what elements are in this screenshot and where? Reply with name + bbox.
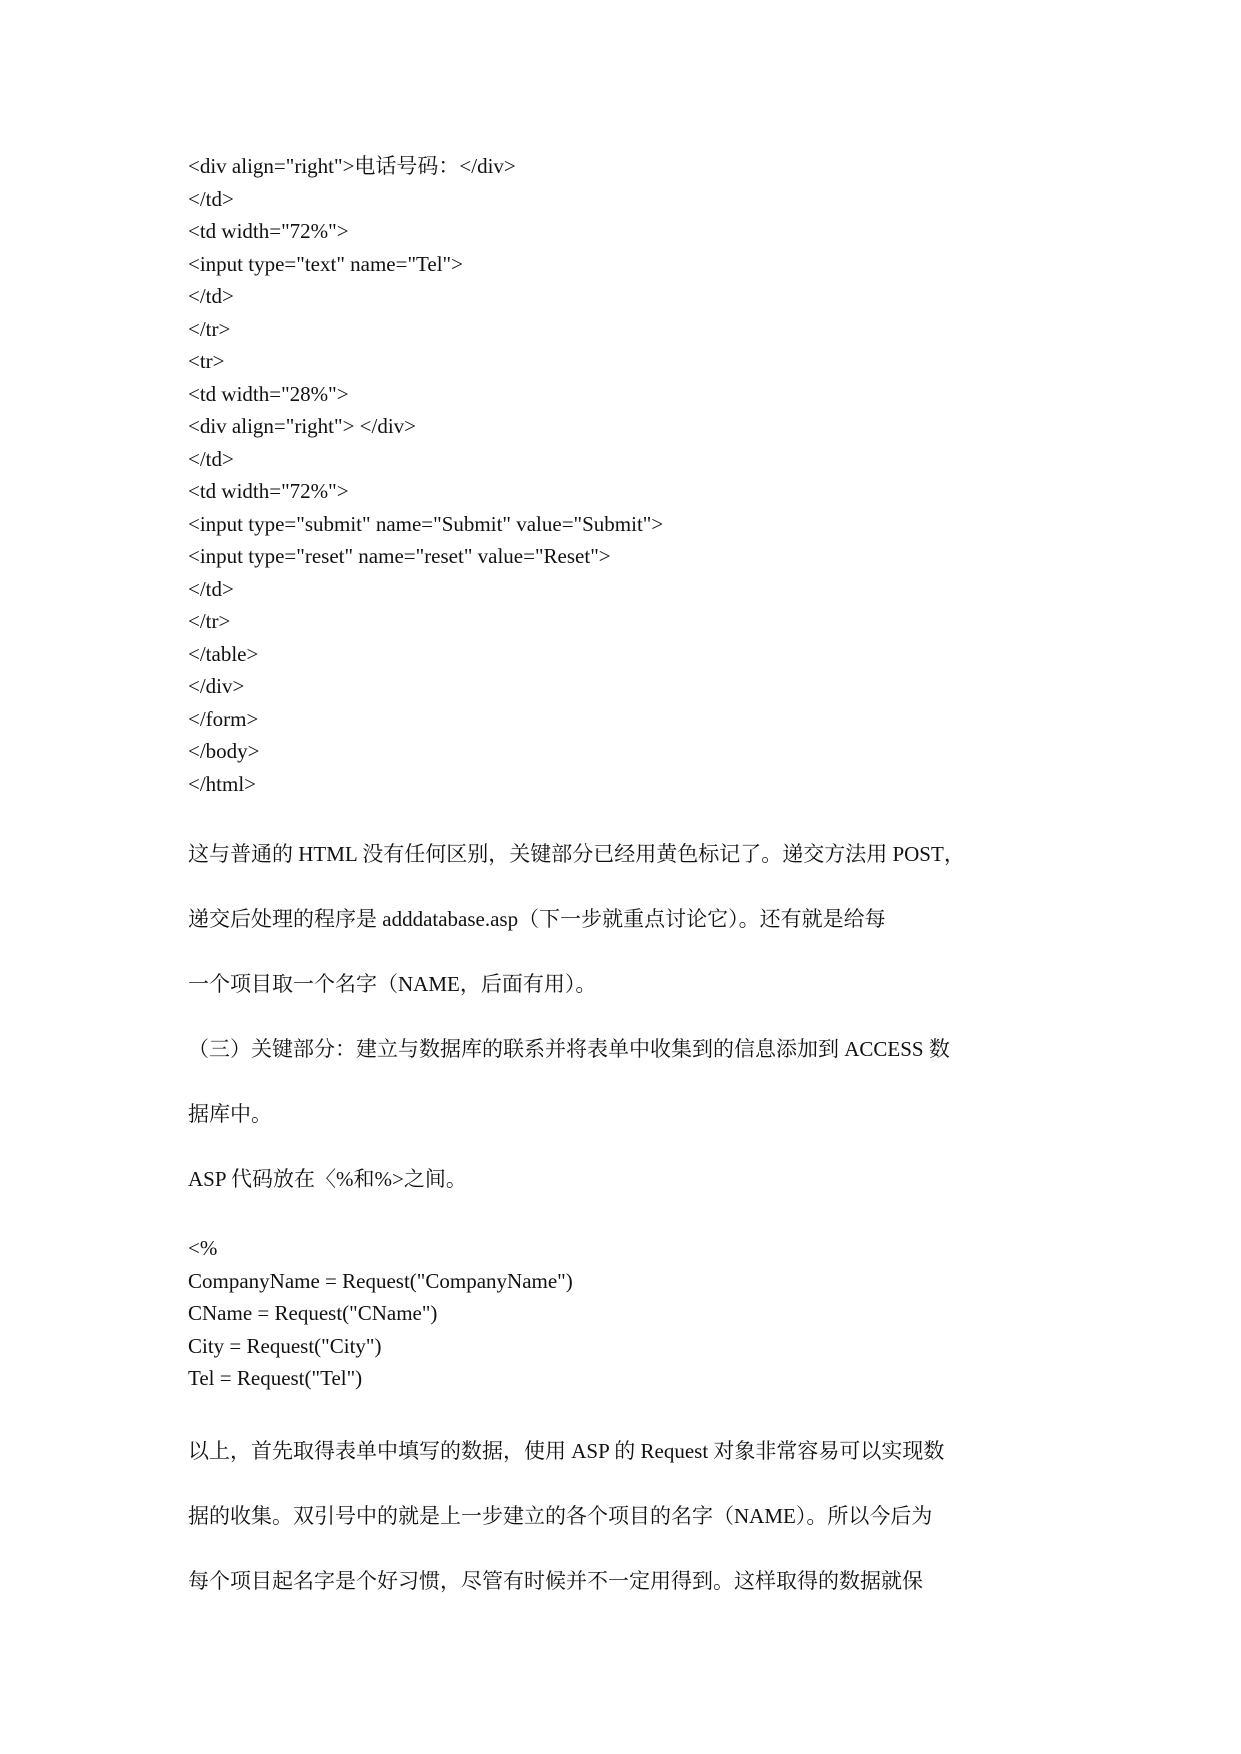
spacer xyxy=(188,1395,1048,1419)
code-line: <td width="72%"> xyxy=(188,219,349,243)
paragraph-line: 以上，首先取得表单中填写的数据，使用 ASP 的 Request 对象非常容易可以实现数 xyxy=(188,1438,945,1463)
code-line: <input type="reset" name="reset" value="Reset"> xyxy=(188,544,611,568)
code-line: </table> xyxy=(188,641,259,666)
code-line: </html> xyxy=(188,771,257,796)
paragraph-line: 每个项目起名字是个好习惯，尽管有时候并不一定用得到。这样取得的数据就保 xyxy=(188,1568,923,1593)
section-heading-line: 据库中。 xyxy=(188,1102,272,1126)
explanation-paragraph xyxy=(188,822,1048,1212)
paragraph-line: 据的收集。双引号中的就是上一步建立的各个项目的名字（NAME）。所以今后为 xyxy=(188,1503,933,1528)
document-content xyxy=(188,150,1048,1614)
code-line: <input type="submit" name="Submit" value="Submit"> xyxy=(188,511,664,536)
html-code-block xyxy=(188,150,1048,800)
code-line: </body> xyxy=(188,739,260,763)
code-line: CName = Request("CName") xyxy=(188,1301,438,1325)
code-line: </td> xyxy=(188,284,234,308)
code-line: </form> xyxy=(188,706,259,731)
request-explanation-paragraph xyxy=(188,1419,1048,1614)
code-line: <td width="72%"> xyxy=(188,479,349,503)
paragraph-line: 一个项目取一个名字（NAME，后面有用）。 xyxy=(188,972,597,996)
code-line: <div align="right">电话号码：</div> xyxy=(188,154,516,178)
code-line: <div align="right"> </div> xyxy=(188,414,417,438)
code-line: </tr> xyxy=(188,609,231,633)
paragraph-line: 这与普通的 HTML 没有任何区别，关键部分已经用黄色标记了。递交方法用 POST， xyxy=(188,842,965,866)
code-line: </td> xyxy=(188,576,234,601)
code-line: <tr> xyxy=(188,349,225,373)
code-line: </td> xyxy=(188,186,234,211)
code-line: CompanyName = Request("CompanyName") xyxy=(188,1268,573,1293)
section-heading-line: （三）关键部分：建立与数据库的联系并将表单中收集到的信息添加到 ACCESS 数 xyxy=(188,1037,950,1061)
code-line: </tr> xyxy=(188,316,231,341)
code-line: <input type="text" name="Tel"> xyxy=(188,251,463,276)
code-line: <% xyxy=(188,1236,218,1260)
spacer xyxy=(188,800,1048,822)
code-line: </div> xyxy=(188,674,245,698)
paragraph-line: 递交后处理的程序是 adddatabase.asp（下一步就重点讨论它）。还有就是给每 xyxy=(188,907,886,931)
code-line: </td> xyxy=(188,446,234,471)
code-line: Tel = Request("Tel") xyxy=(188,1366,363,1390)
code-line: <td width="28%"> xyxy=(188,381,349,406)
code-line: City = Request("City") xyxy=(188,1333,382,1358)
paragraph-line: ASP 代码放在〈%和%>之间。 xyxy=(188,1167,467,1191)
spacer xyxy=(188,1212,1048,1232)
asp-code-block xyxy=(188,1232,1048,1395)
